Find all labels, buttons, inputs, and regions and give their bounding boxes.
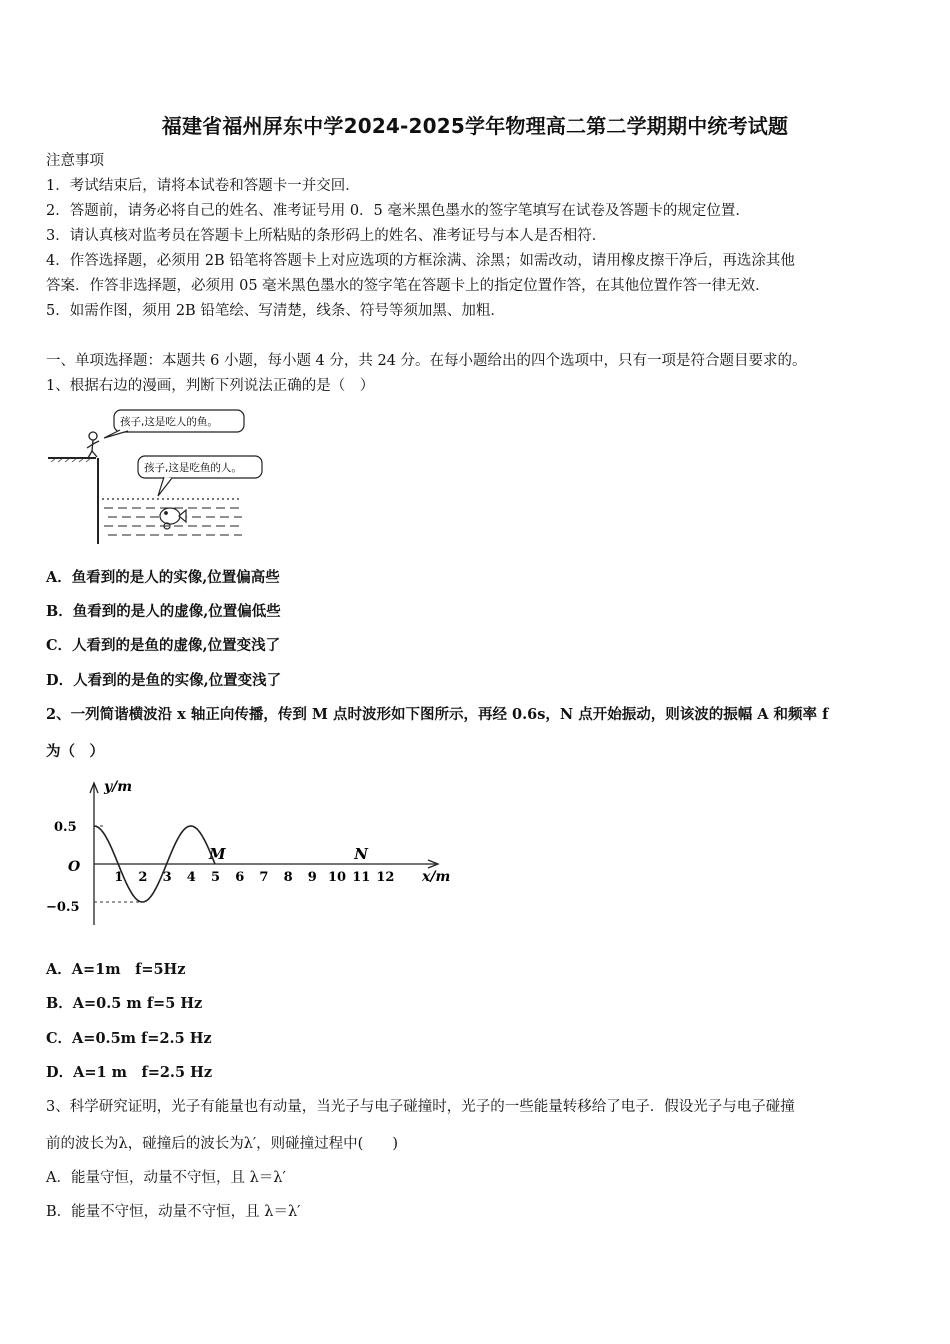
x-tick-label-6: 6 [235, 870, 245, 885]
x-tick-label-8: 8 [283, 870, 293, 885]
x-tick-label-9: 9 [307, 870, 317, 885]
q3-option-b[interactable]: B．能量不守恒，动量不守恒，且 λ＝λ′ [46, 1204, 301, 1220]
point-label-N: N [354, 845, 368, 863]
origin-label: O [68, 859, 81, 875]
q2-option-d[interactable]: D．A=1 m f=2.5 Hz [46, 1064, 213, 1081]
q3-option-a[interactable]: A．能量守恒，动量不守恒，且 λ＝λ′ [46, 1170, 286, 1186]
x-tick-label-10: 10 [328, 870, 347, 885]
notice-heading: 注意事项 [46, 153, 104, 169]
x-tick-label-7: 7 [259, 870, 269, 885]
fish-speech-text: 孩子,这是吃鱼的人。 [144, 462, 242, 474]
page-title: 福建省福州屏东中学2024-2025学年物理高二第二学期期中统考试题 [161, 114, 789, 138]
x-tick-label-2: 2 [138, 870, 148, 885]
q2-option-c[interactable]: C．A=0.5m f=2.5 Hz [46, 1030, 212, 1047]
person-figure [87, 432, 99, 458]
notice-item-4: 4．作答选择题，必须用 2B 铅笔将答题卡上对应选项的方框涂满、涂黑；如需改动，请用橡皮擦干净后，再选涂其他 [46, 253, 795, 269]
q2-option-a[interactable]: A．A=1m f=5Hz [46, 961, 186, 978]
section-heading: 一、单项选择题：本题共 6 小题，每小题 4 分，共 24 分。在每小题给出的四个选项中，只有一项是符合题目要求的。 [46, 353, 807, 369]
question-2-stem-line2: 为（ ） [46, 743, 104, 760]
q2-option-b[interactable]: B．A=0.5 m f=5 Hz [46, 995, 203, 1012]
wave-chart [44, 773, 464, 933]
person-speech-text: 孩子,这是吃人的鱼。 [120, 416, 218, 428]
point-label-group [208, 845, 369, 863]
y-tick-label-pos: 0.5 [54, 820, 77, 835]
q1-option-a[interactable]: A．鱼看到的是人的实像,位置偏高些 [46, 569, 280, 586]
x-tick-label-1: 1 [114, 870, 124, 885]
y-axis-label: y/m [104, 779, 133, 795]
x-tick-label-3: 3 [162, 870, 172, 885]
x-tick-label-5: 5 [211, 870, 221, 885]
notice-item-5: 5．如需作图，须用 2B 铅笔绘、写清楚，线条、符号等须加黑、加粗． [46, 303, 505, 319]
q1-option-d[interactable]: D．人看到的是鱼的实像,位置变浅了 [46, 672, 282, 689]
x-tick-label-12: 12 [376, 870, 395, 885]
question-3-stem-line2: 前的波长为λ，碰撞后的波长为λ′，则碰撞过程中( ) [46, 1136, 398, 1152]
point-label-M: M [209, 845, 226, 863]
question-2-stem-line1: 2、一列简谐横波沿 x 轴正向传播，传到 M 点时波形如下图所示，再经 0.6s，N 点开始振动，则该波的振幅 A 和频率 f [46, 706, 829, 723]
cartoon-figure [46, 404, 276, 549]
q1-option-c[interactable]: C．人看到的是鱼的虚像,位置变浅了 [46, 637, 281, 654]
x-axis-label: x/m [422, 869, 451, 885]
notice-item-4-cont: 答案．作答非选择题，必须用 05 毫米黑色墨水的签字笔在答题卡上的指定位置作答，在其他位置作答一律无效． [46, 278, 770, 294]
question-3-stem-line1: 3、科学研究证明，光子有能量也有动量，当光子与电子碰撞时，光子的一些能量转移给了电子．假设光子与电子碰撞 [46, 1099, 795, 1115]
q1-option-b[interactable]: B．鱼看到的是人的虚像,位置偏低些 [46, 603, 281, 620]
notice-item-1: 1．考试结束后，请将本试卷和答题卡一并交回． [46, 178, 360, 194]
x-tick-label-4: 4 [186, 870, 196, 885]
notice-item-3: 3．请认真核对监考员在答题卡上所粘贴的条形码上的姓名、准考证号与本人是否相符． [46, 228, 607, 244]
x-tick-label-11: 11 [352, 870, 371, 885]
y-tick-label-neg: −0.5 [46, 900, 80, 915]
x-tick-group [114, 870, 394, 885]
notice-item-2: 2．答题前，请务必将自己的姓名、准考证号用 0．5 毫米黑色墨水的签字笔填写在试卷及答题卡的规定位置． [46, 203, 750, 219]
question-1-stem: 1、根据右边的漫画，判断下列说法正确的是（ ） [46, 378, 375, 394]
